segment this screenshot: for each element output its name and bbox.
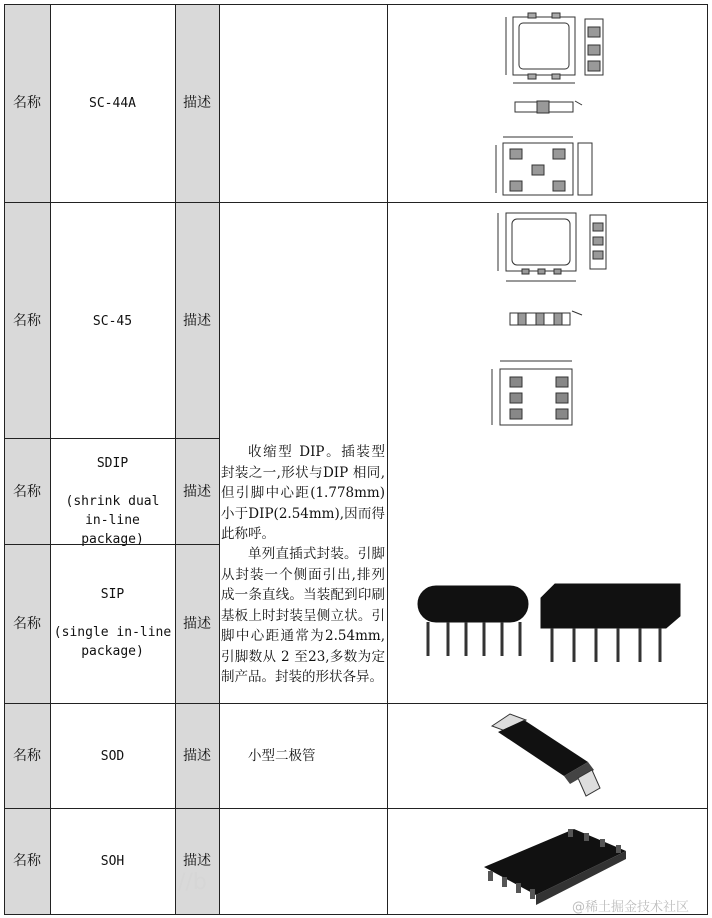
name-label: 名称	[13, 748, 41, 764]
name-label: 名称	[13, 853, 41, 869]
watermark-fragment: //b	[178, 870, 207, 895]
package-name: SC-44A	[89, 96, 136, 111]
name-label-column	[4, 4, 50, 914]
package-name: SDIP (shrink dual in-line package)	[65, 456, 160, 547]
package-name: SOH	[100, 854, 125, 869]
desc-label: 描述	[183, 95, 211, 111]
name-label: 名称	[13, 616, 41, 632]
sip-drawing	[388, 544, 707, 702]
package-name: SIP (single in-line package)	[53, 587, 172, 659]
sod-drawing	[388, 704, 707, 807]
desc-label: 描述	[183, 748, 211, 764]
sc-45-drawing	[388, 203, 707, 437]
package-description: 小型二极管	[248, 748, 316, 764]
desc-label: 描述	[183, 853, 211, 869]
desc-label: 描述	[183, 616, 211, 632]
package-description: 单列直插式封装。引脚从封装一个侧面引出,排列成一条直线。当装配到印刷基板上时封装呈侧立状。引脚中心距通常为2.54mm,引脚数从 2 至23,多数为定制产品。封装的形状各异。	[221, 546, 385, 685]
desc-label-column	[175, 4, 219, 914]
name-label: 名称	[13, 95, 41, 111]
desc-label: 描述	[183, 484, 211, 500]
watermark: @稀土掘金技术社区	[572, 900, 690, 915]
name-label: 名称	[13, 313, 41, 329]
package-name: SOD	[100, 749, 125, 764]
desc-label: 描述	[183, 313, 211, 329]
package-name: SC-45	[92, 314, 133, 329]
sc-44a-drawing	[388, 5, 707, 201]
name-label: 名称	[13, 484, 41, 500]
package-description: 收缩型 DIP。插装型封装之一,形状与DIP 相同,但引脚中心距(1.778mm)小于DIP(2.54mm),因而得此称呼。	[221, 444, 385, 542]
